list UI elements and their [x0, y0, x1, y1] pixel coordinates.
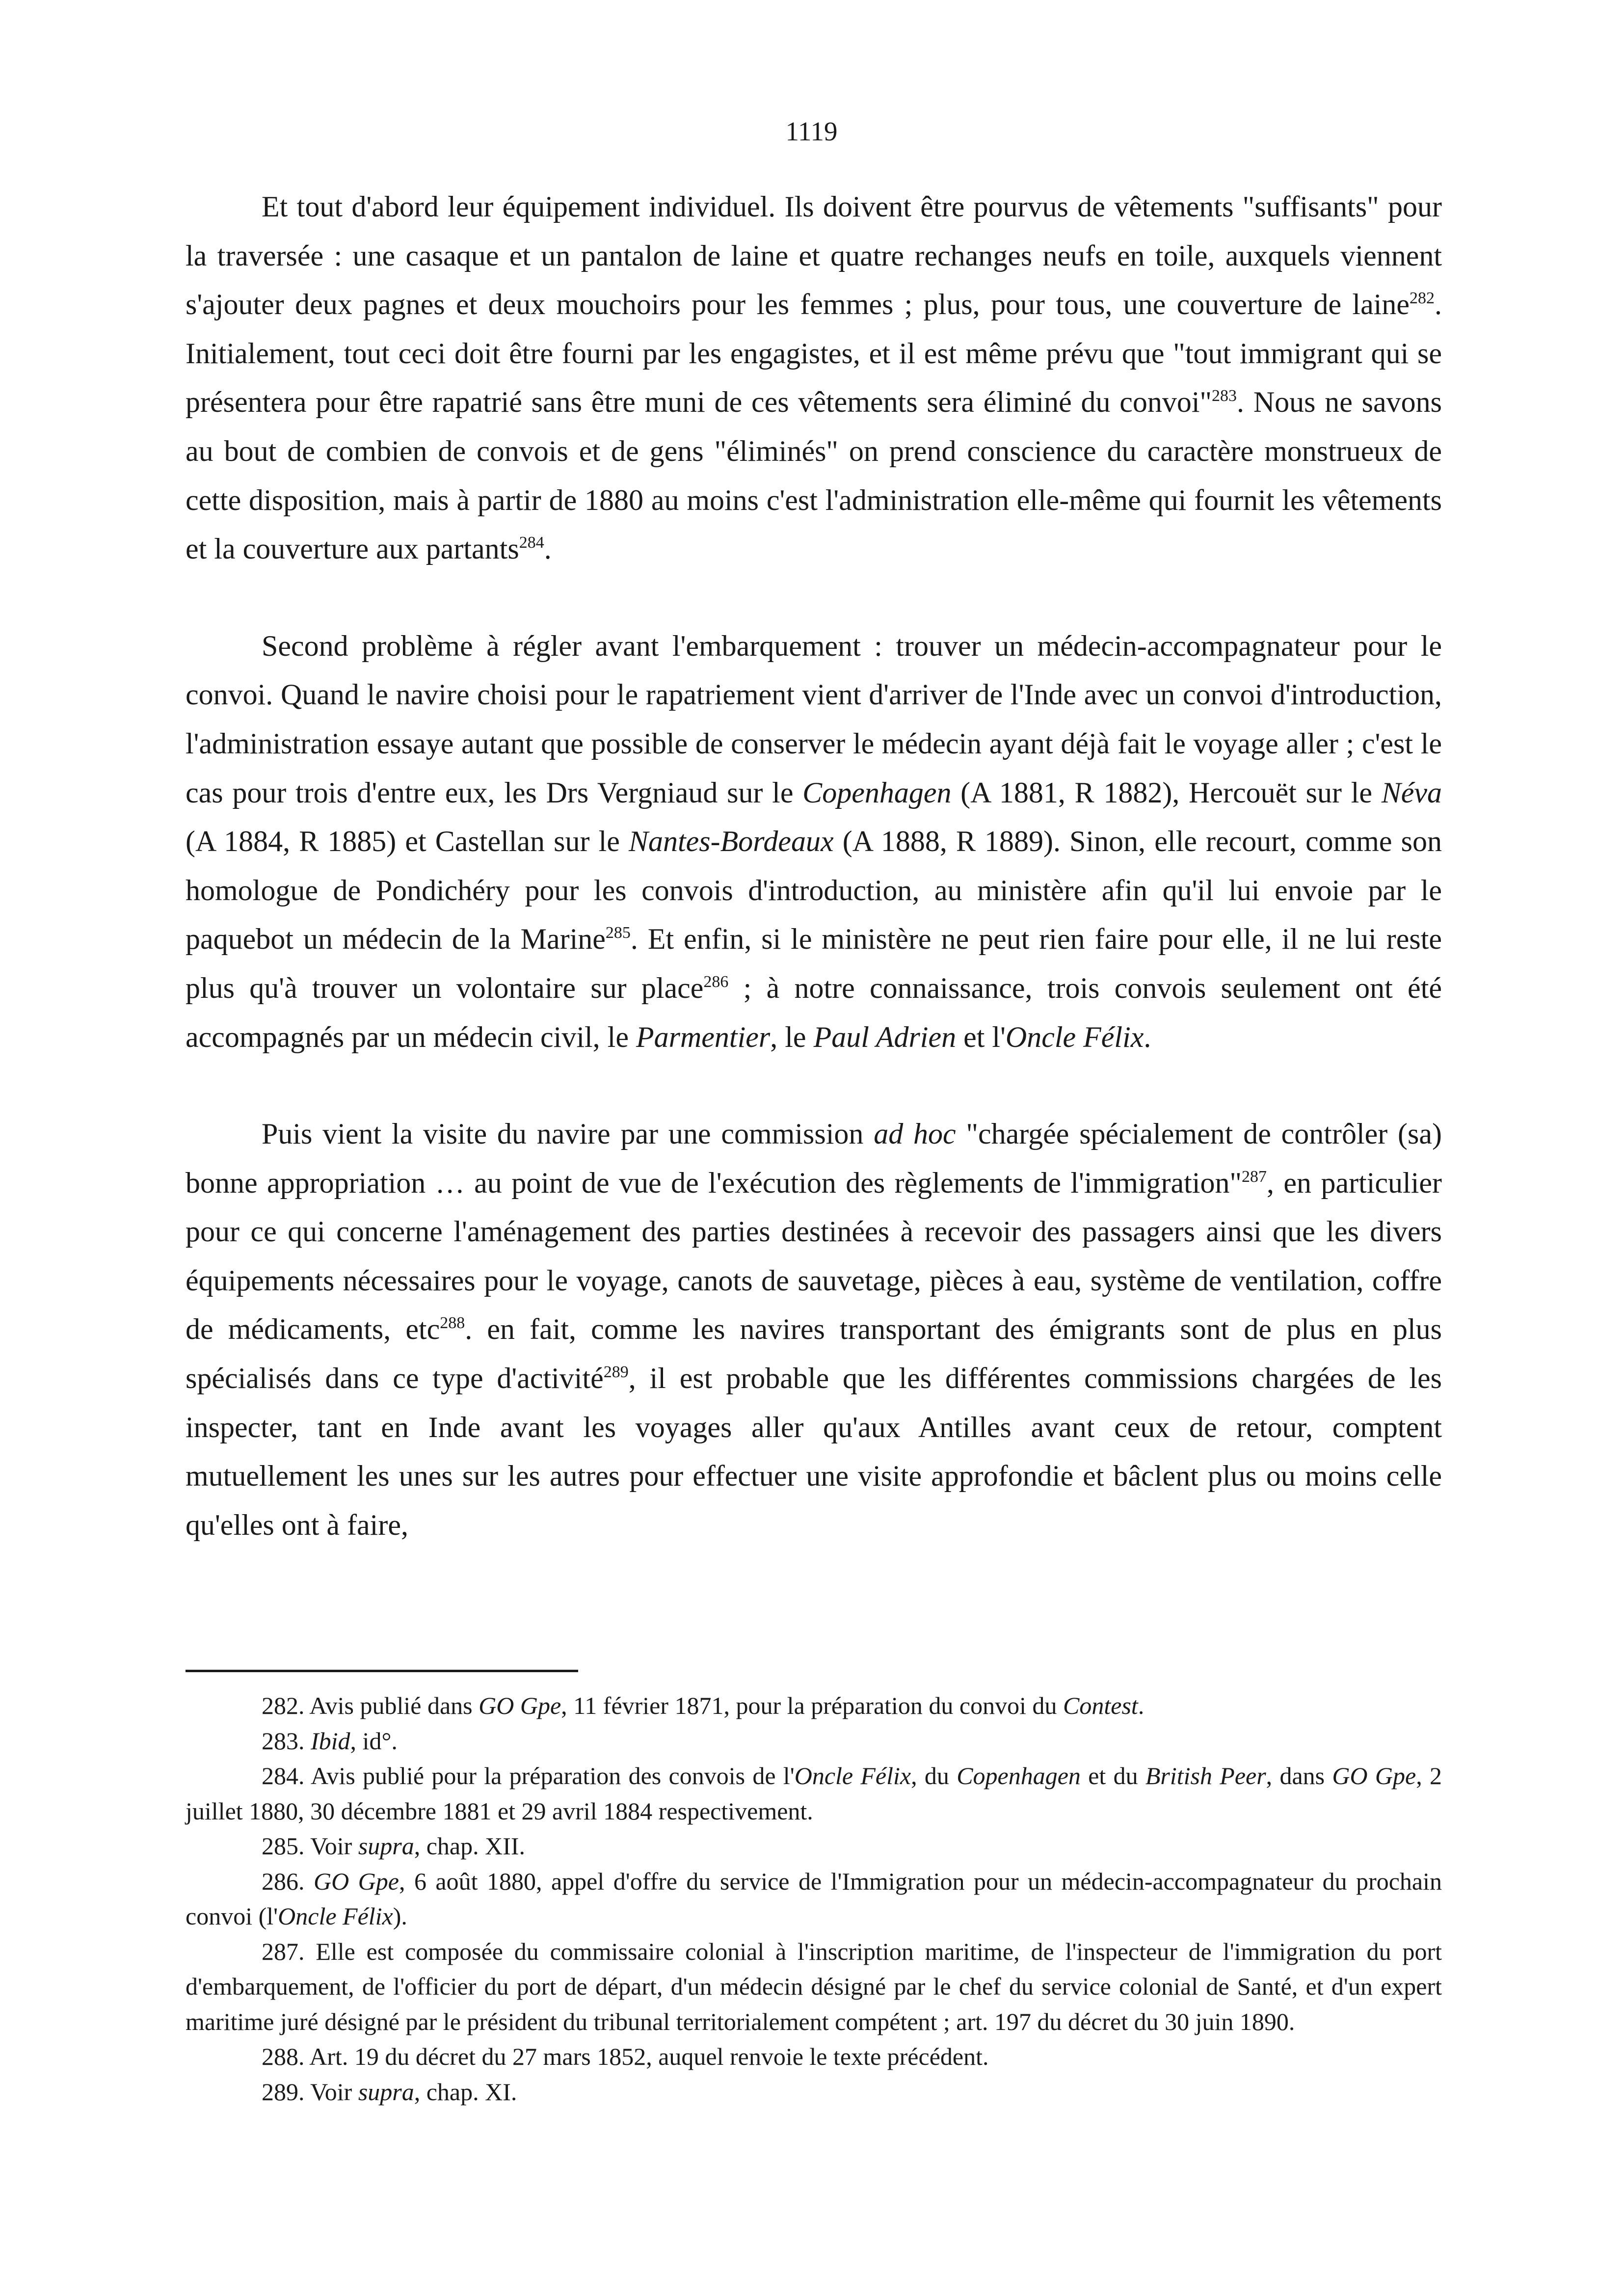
text-run: Second problème à régler avant l'embarquement : trouver un médecin-accompagnateur pour le convoi. Quand le navire choisi pour le rapatriement vient d'arriver de l'Inde avec un convoi d'introduction, l'administration essaye autant que possible de conserver le médecin ayant déjà fait le voyage aller ; c'est le cas pour trois d'entre eux, les Drs Vergniaud sur le: [186, 629, 1442, 809]
text-run: , 6 août 1880, appel d'offre du service de l'Immigration pour un médecin-accompagnateur du prochain convoi (l': [186, 1867, 1442, 1930]
text-run: Puis vient la visite du navire par une commission: [262, 1118, 874, 1150]
footnote-reference: 282: [1410, 289, 1435, 308]
text-run: , chap. XII.: [414, 1832, 526, 1860]
italic-text: supra: [358, 2078, 414, 2106]
text-run: 282. Avis publié dans: [262, 1692, 479, 1719]
footnote-286: [186, 1864, 1442, 1934]
italic-text: Copenhagen: [957, 1762, 1081, 1789]
paragraph-inspection: [186, 1110, 1442, 1549]
italic-text: Copenhagen: [802, 776, 952, 809]
footnote-reference: 285: [605, 924, 631, 942]
text-run: .: [544, 533, 552, 565]
italic-text: Contest: [1063, 1692, 1138, 1719]
italic-text: Oncle Félix: [794, 1762, 911, 1789]
text-run: ).: [393, 1902, 407, 1930]
italic-text: Ibid: [311, 1727, 350, 1755]
text-run: ; à notre connaissance, trois convois seulement ont été accompagnés par un médecin civil, le: [186, 971, 1442, 1053]
text-run: .: [1138, 1692, 1144, 1719]
paragraph-equipment: [186, 183, 1442, 574]
text-run: et l': [956, 1020, 1006, 1053]
italic-text: supra: [358, 1832, 414, 1860]
italic-text: Néva: [1381, 776, 1442, 809]
italic-text: GO Gpe: [313, 1867, 399, 1895]
text-run: , du: [911, 1762, 957, 1789]
italic-text: British Peer: [1145, 1762, 1266, 1789]
text-run: . Initialement, tout ceci doit être fourni par les engagistes, et il est même prévu que "tout immigrant qui se présentera pour être rapatrié sans être muni de ces vêtements sera éliminé du convoi": [186, 288, 1442, 419]
text-run: (A 1881, R 1882), Hercouët sur le: [951, 776, 1382, 809]
italic-text: Oncle Félix: [278, 1902, 393, 1930]
text-run: , chap. XI.: [414, 2078, 517, 2106]
text-run: 285. Voir: [262, 1832, 358, 1860]
italic-text: Nantes-Bordeaux: [628, 825, 834, 858]
footnote-288: [186, 2039, 1442, 2075]
italic-text: GO Gpe: [479, 1692, 561, 1719]
footnote-reference: 283: [1212, 387, 1237, 405]
footnote-reference: 287: [1241, 1167, 1267, 1186]
text-run: . en fait, comme les navires transportant des émigrants sont de plus en plus spécialisés dans ce type d'activité: [186, 1313, 1442, 1395]
text-run: 284. Avis publié pour la préparation des convois de l': [262, 1762, 795, 1789]
footnote-reference: 286: [703, 972, 729, 991]
italic-text: ad hoc: [874, 1118, 956, 1150]
text-run: , id°.: [350, 1727, 398, 1755]
text-run: , dans: [1266, 1762, 1332, 1789]
page-number: 1119: [785, 116, 838, 146]
text-run: 287. Elle est composée du commissaire colonial à l'inscription maritime, de l'inspecteur de l'immigration du port d'embarquement, de l'officier du port de départ, d'un médecin désigné par le chef du service colonial de Santé, et d'un expert maritime juré désigné par le président du tribunal territorialement compétent ; art. 197 du décret du 30 juin 1890.: [186, 1937, 1442, 2035]
italic-text: Oncle Félix: [1005, 1020, 1144, 1053]
text-run: , 11 février 1871, pour la préparation du convoi du: [561, 1692, 1064, 1719]
text-run: . Et enfin, si le ministère ne peut rien faire pour elle, il ne lui reste plus qu'à trouver un volontaire sur place: [186, 923, 1442, 1004]
text-run: .: [1144, 1020, 1151, 1053]
text-run: "chargée spécialement de contrôler (sa) bonne appropriation … au point de vue de l'exécution des règlements de l'immigration": [186, 1118, 1442, 1199]
footnote-separator: [186, 1670, 578, 1672]
text-run: 283.: [262, 1727, 311, 1755]
footnote-reference: 289: [603, 1363, 629, 1382]
footnote-284: [186, 1759, 1442, 1829]
text-run: . Nous ne savons au bout de combien de convois et de gens "éliminés" on prend conscience du caractère monstrueux de cette disposition, mais à partir de 1880 au moins c'est l'administration elle-même qui fournit les vêtements et la couverture aux partants: [186, 386, 1442, 565]
footnote-282: [186, 1688, 1442, 1724]
footnote-283: [186, 1724, 1442, 1759]
text-run: 289. Voir: [262, 2078, 358, 2106]
text-run: , il est probable que les différentes commissions chargées de les inspecter, tant en Inde avant les voyages aller qu'aux Antilles avant ceux de retour, comptent mutuellement les unes sur les autres pour effectuer une visite approfondie et bâclent plus ou moins celle qu'elles ont à faire,: [186, 1362, 1442, 1541]
text-run: et du: [1080, 1762, 1145, 1789]
text-run: Et tout d'abord leur équipement individuel. Ils doivent être pourvus de vêtements "suffisants" pour la traversée : une casaque et un pantalon de laine et quatre rechanges neufs en toile, auxquels viennent s'ajouter deux pagnes et deux mouchoirs pour les femmes ; plus, pour tous, une couverture de laine: [186, 190, 1442, 321]
text-run: (A 1888, R 1889). Sinon, elle recourt, comme son homologue de Pondichéry pour les convois d'introduction, au ministère afin qu'il lui envoie par le paquebot un médecin de la Marine: [186, 825, 1442, 956]
text-run: , 2 juillet 1880, 30 décembre 1881 et 29 avril 1884 respectivement.: [186, 1762, 1442, 1825]
footnotes: [186, 1688, 1442, 2109]
footnote-reference: 284: [519, 534, 544, 552]
text-run: (A 1884, R 1885) et Castellan sur le: [186, 825, 629, 858]
text-run: 288. Art. 19 du décret du 27 mars 1852, auquel renvoie le texte précédent.: [262, 2043, 989, 2070]
footnote-289: [186, 2075, 1442, 2110]
footnote-reference: 288: [440, 1314, 465, 1333]
text-run: , en particulier pour ce qui concerne l'aménagement des parties destinées à recevoir des passagers ainsi que les divers équipements nécessaires pour le voyage, canots de sauvetage, pièces à eau, système de ventilation, coffre de médicaments, etc: [186, 1166, 1442, 1346]
italic-text: Parmentier: [636, 1020, 771, 1053]
italic-text: GO Gpe: [1332, 1762, 1416, 1789]
footnote-287: [186, 1934, 1442, 2040]
text-run: 286.: [262, 1867, 314, 1895]
body-text: [186, 183, 1442, 1549]
footnote-285: [186, 1829, 1442, 1864]
text-run: , le: [770, 1020, 814, 1053]
italic-text: Paul Adrien: [813, 1020, 957, 1053]
paragraph-doctor: [186, 622, 1442, 1062]
